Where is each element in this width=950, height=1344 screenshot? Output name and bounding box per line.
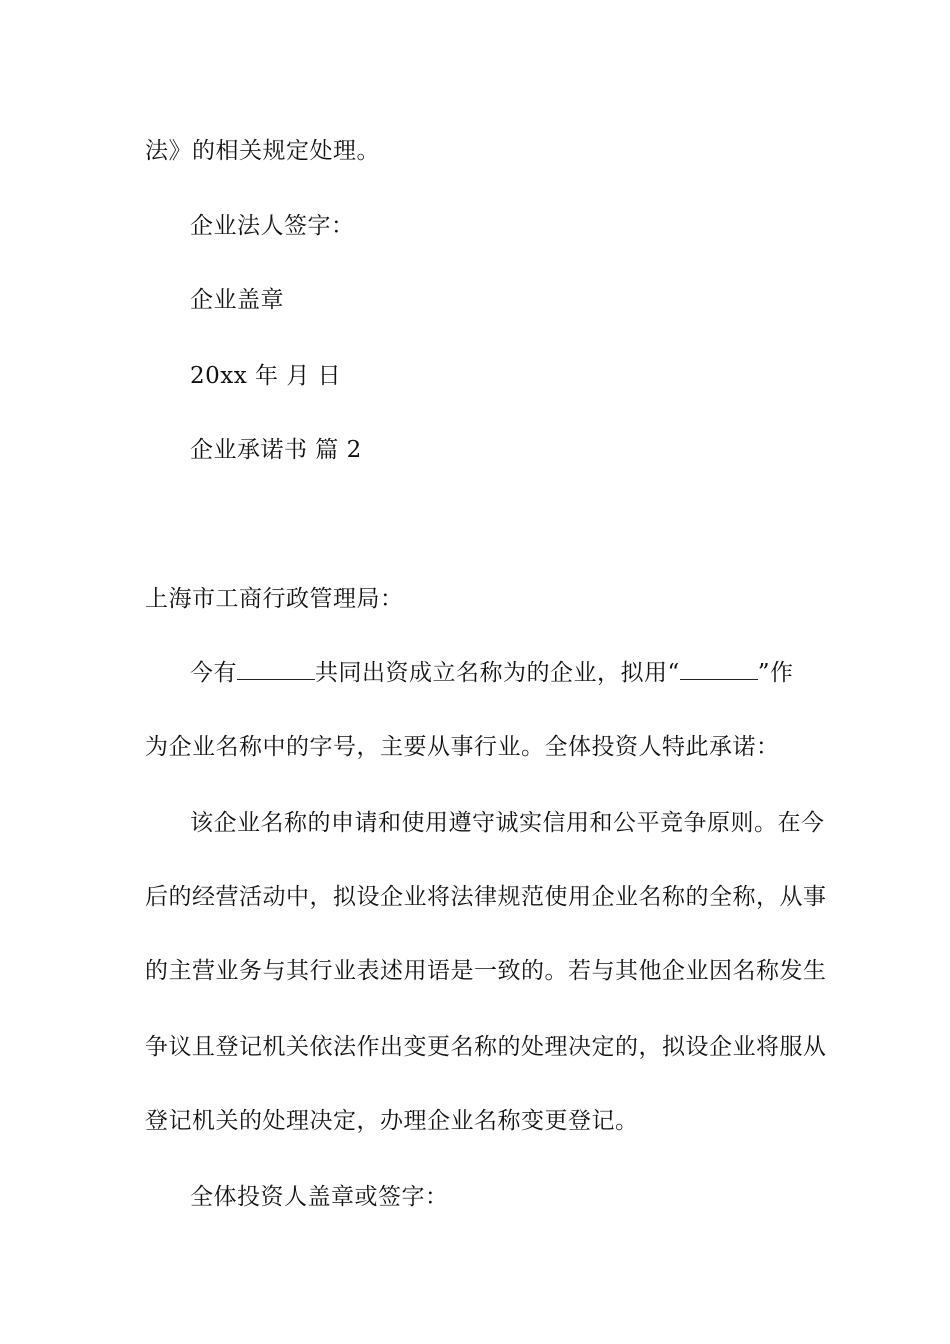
paragraph-text: 共同出资成立名称为的企业，拟用“ xyxy=(315,660,680,686)
paragraph-line: 后的经营活动中，拟设企业将法律规范使用企业名称的全称，从事 xyxy=(145,884,827,910)
paragraph-line: 的主营业务与其行业表述用语是一致的。若与其他企业因名称发生 xyxy=(145,958,827,984)
paragraph-line: 争议且登记机关依法作出变更名称的处理决定的，拟设企业将服从 xyxy=(145,1034,827,1060)
paragraph-line: 登记机关的处理决定，办理企业名称变更登记。 xyxy=(145,1108,639,1134)
fill-blank-trade-name xyxy=(680,659,758,680)
paragraph-line xyxy=(190,658,794,688)
text-line-continuation: 法》的相关规定处理。 xyxy=(145,138,380,164)
company-seal-label: 企业盖章 xyxy=(190,287,284,313)
investor-signature-label: 全体投资人盖章或签字： xyxy=(190,1184,449,1210)
paragraph-text: ”作 xyxy=(757,660,794,686)
paragraph-text: 今有 xyxy=(190,660,237,686)
date-line: 20xx 年 月 日 xyxy=(190,363,342,389)
paragraph-line: 该企业名称的申请和使用遵守诚实信用和公平竞争原则。在今 xyxy=(190,810,825,836)
addressee: 上海市工商行政管理局： xyxy=(145,586,404,612)
section-heading: 企业承诺书 篇 2 xyxy=(190,437,362,463)
legal-rep-signature-label: 企业法人签字： xyxy=(190,213,355,239)
paragraph-line: 为企业名称中的字号，主要从事行业。全体投资人特此承诺： xyxy=(145,734,780,760)
fill-blank-investors xyxy=(237,659,315,680)
